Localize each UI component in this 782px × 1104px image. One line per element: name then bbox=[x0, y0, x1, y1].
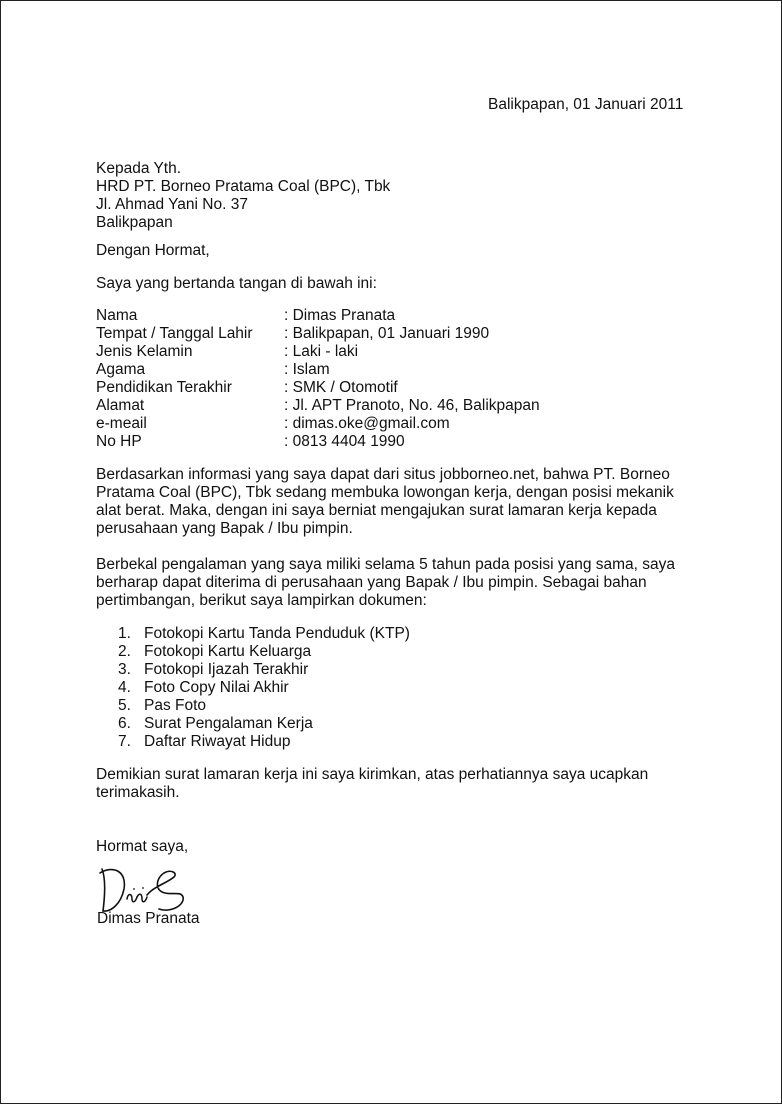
document-list bbox=[118, 625, 410, 751]
recipient-line: Jl. Ahmad Yani No. 37 bbox=[96, 196, 248, 213]
recipient-line: Kepada Yth. bbox=[96, 160, 182, 177]
list-text: Fotokopi Kartu Tanda Penduduk (KTP) bbox=[144, 625, 410, 642]
identity-row bbox=[96, 433, 540, 451]
signer-name: Dimas Pranata bbox=[97, 910, 200, 927]
identity-value: : 0813 4404 1990 bbox=[284, 433, 405, 450]
paragraph-line: perusahaan yang Bapak / Ibu pimpin. bbox=[96, 520, 353, 537]
identity-value: : Dimas Pranata bbox=[284, 307, 396, 324]
list-number: 1. bbox=[118, 625, 131, 642]
list-number: 2. bbox=[118, 643, 131, 660]
identity-row bbox=[96, 307, 540, 325]
list-text: Foto Copy Nilai Akhir bbox=[144, 679, 289, 696]
list-text: Fotokopi Ijazah Terakhir bbox=[144, 661, 309, 678]
identity-label: Nama bbox=[96, 307, 138, 324]
identity-value: : Islam bbox=[284, 361, 330, 378]
recipient-line: Balikpapan bbox=[96, 214, 173, 231]
identity-row bbox=[96, 415, 540, 433]
identity-label: Alamat bbox=[96, 397, 145, 414]
recipient-block bbox=[96, 160, 390, 232]
paragraph-line: terimakasih. bbox=[96, 784, 180, 801]
identity-value: : Balikpapan, 01 Januari 1990 bbox=[284, 325, 490, 342]
identity-value: : dimas.oke@gmail.com bbox=[284, 415, 450, 432]
greeting: Dengan Hormat, bbox=[96, 242, 210, 259]
paragraph-source bbox=[96, 466, 674, 538]
identity-value: : Jl. APT Pranoto, No. 46, Balikpapan bbox=[284, 397, 540, 414]
place-date: Balikpapan, 01 Januari 2011 bbox=[488, 96, 684, 113]
list-text: Fotokopi Kartu Keluarga bbox=[144, 643, 312, 660]
list-text: Daftar Riwayat Hidup bbox=[144, 733, 291, 750]
recipient-line: HRD PT. Borneo Pratama Coal (BPC), Tbk bbox=[96, 178, 391, 195]
identity-row bbox=[96, 361, 540, 379]
list-text: Pas Foto bbox=[144, 697, 207, 714]
paragraph-line: pertimbangan, berikut saya lampirkan dokumen: bbox=[96, 592, 427, 609]
paragraph-line: Berbekal pengalaman yang saya miliki selama 5 tahun pada posisi yang sama, saya bbox=[96, 556, 676, 573]
identity-label: Pendidikan Terakhir bbox=[96, 379, 232, 396]
identity-value: : Laki - laki bbox=[284, 343, 359, 360]
list-item bbox=[118, 715, 410, 733]
identity-label: No HP bbox=[96, 433, 142, 450]
closing-salutation: Hormat saya, bbox=[96, 838, 189, 855]
identity-table bbox=[96, 307, 540, 451]
list-number: 4. bbox=[118, 679, 131, 696]
list-item bbox=[118, 625, 410, 643]
paragraph-line: Pratama Coal (BPC), Tbk sedang membuka lowongan kerja, dengan posisi mekanik bbox=[96, 484, 674, 501]
list-number: 6. bbox=[118, 715, 131, 732]
identity-label: e-meail bbox=[96, 415, 147, 432]
paragraph-line: Berdasarkan informasi yang saya dapat dari situs jobborneo.net, bahwa PT. Borneo bbox=[96, 466, 670, 483]
identity-value: : SMK / Otomotif bbox=[284, 379, 398, 396]
list-item bbox=[118, 643, 410, 661]
list-number: 3. bbox=[118, 661, 131, 678]
identity-label: Agama bbox=[96, 361, 146, 378]
list-text: Surat Pengalaman Kerja bbox=[144, 715, 313, 732]
list-number: 5. bbox=[118, 697, 131, 714]
identity-row bbox=[96, 397, 540, 415]
intro-line: Saya yang bertanda tangan di bawah ini: bbox=[96, 275, 377, 292]
list-item bbox=[118, 661, 410, 679]
list-item bbox=[118, 697, 410, 715]
list-item bbox=[118, 679, 410, 697]
paragraph-line: alat berat. Maka, dengan ini saya berniat mengajukan surat lamaran kerja kepada bbox=[96, 502, 657, 519]
identity-row bbox=[96, 343, 540, 361]
identity-row bbox=[96, 379, 540, 397]
paragraph-experience bbox=[96, 556, 675, 610]
paragraph-line: Demikian surat lamaran kerja ini saya kirimkan, atas perhatiannya saya ucapkan bbox=[96, 766, 649, 783]
identity-label: Tempat / Tanggal Lahir bbox=[96, 325, 253, 342]
paragraph-closing bbox=[96, 766, 648, 802]
identity-row bbox=[96, 325, 540, 343]
paragraph-line: berharap dapat diterima di perusahaan yang Bapak / Ibu pimpin. Sebagai bahan bbox=[96, 574, 647, 591]
identity-label: Jenis Kelamin bbox=[96, 343, 193, 360]
list-number: 7. bbox=[118, 733, 131, 750]
list-item bbox=[118, 733, 410, 751]
